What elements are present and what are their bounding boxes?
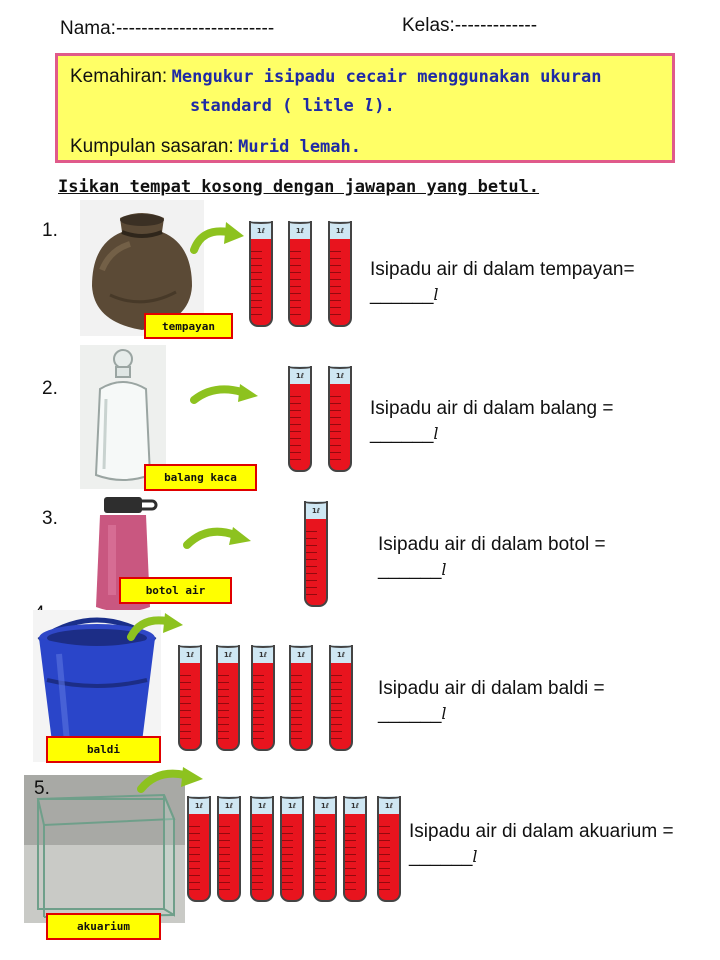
- question-5-number: 5.: [34, 778, 50, 799]
- litre-cylinder: [313, 796, 337, 902]
- litre-cylinder: [343, 796, 367, 902]
- arrow-icon: [137, 765, 207, 793]
- cylinder-label: 1ℓ: [296, 651, 306, 659]
- question-2-text: [370, 396, 613, 446]
- skill-value-line1: Mengukur isipadu cecair menggunakan ukuran: [171, 67, 602, 87]
- question-1-text: [370, 257, 635, 307]
- litre-cylinder: [178, 645, 202, 751]
- question-4-text: [378, 676, 605, 726]
- cylinder-label: 1ℓ: [287, 802, 297, 810]
- litre-unit: l: [441, 704, 447, 723]
- instruction-text: Isikan tempat kosong dengan jawapan yang betul.: [58, 177, 540, 197]
- caption-baldi: baldi: [46, 736, 161, 763]
- skill-value-line2: standard ( litle: [190, 96, 364, 116]
- question-3-text: [378, 532, 606, 582]
- question-3-prompt: Isipadu air di dalam botol =: [378, 534, 606, 555]
- cylinder-label: 1ℓ: [258, 651, 268, 659]
- cylinder-label: 1ℓ: [350, 802, 360, 810]
- caption-balang-kaca: balang kaca: [144, 464, 257, 491]
- arrow-icon: [183, 523, 253, 549]
- cylinder-label: 1ℓ: [335, 227, 345, 235]
- litre-cylinder: [304, 501, 328, 607]
- cylinder-label: 1ℓ: [256, 227, 266, 235]
- skill-line-2: [190, 96, 395, 116]
- answer-blank-2[interactable]: ______: [370, 423, 434, 444]
- question-4-prompt: Isipadu air di dalam baldi =: [378, 678, 605, 699]
- question-3-number: 3.: [42, 508, 58, 529]
- answer-blank-1[interactable]: ______: [370, 284, 434, 305]
- litre-cylinder: [289, 645, 313, 751]
- litre-cylinder: [329, 645, 353, 751]
- cylinder-label: 1ℓ: [257, 802, 267, 810]
- cylinder-label: 1ℓ: [384, 802, 394, 810]
- cylinder-label: 1ℓ: [295, 372, 305, 380]
- question-5-text: [409, 819, 674, 869]
- litre-cylinder: [249, 221, 273, 327]
- litre-cylinder: [216, 645, 240, 751]
- caption-botol-air: botol air: [119, 577, 232, 604]
- class-field-label: Kelas:-------------: [402, 15, 538, 36]
- litre-cylinder: [251, 645, 275, 751]
- cylinder-label: 1ℓ: [224, 802, 234, 810]
- litre-cylinder: [250, 796, 274, 902]
- cylinder-label: 1ℓ: [295, 227, 305, 235]
- target-label: Kumpulan sasaran:: [70, 136, 234, 157]
- target-line: [70, 136, 361, 158]
- litre-cylinder: [217, 796, 241, 902]
- skill-value-end: ).: [374, 96, 395, 116]
- skill-line-1: [70, 66, 602, 88]
- cylinder-label: 1ℓ: [194, 802, 204, 810]
- answer-blank-4[interactable]: ______: [378, 703, 442, 724]
- litre-cylinder: [280, 796, 304, 902]
- caption-tempayan: tempayan: [144, 313, 233, 339]
- answer-blank-5[interactable]: ______: [409, 846, 473, 867]
- cylinder-label: 1ℓ: [223, 651, 233, 659]
- litre-cylinder: [288, 366, 312, 472]
- litre-unit: l: [433, 424, 439, 443]
- skill-info-box: [55, 53, 675, 163]
- caption-akuarium: akuarium: [46, 913, 161, 940]
- cylinder-label: 1ℓ: [336, 651, 346, 659]
- arrow-icon: [127, 613, 185, 641]
- litre-unit: l: [472, 847, 478, 866]
- question-2-number: 2.: [42, 378, 58, 399]
- litre-cylinder: [328, 221, 352, 327]
- cylinder-label: 1ℓ: [185, 651, 195, 659]
- answer-blank-3[interactable]: ______: [378, 559, 442, 580]
- target-value: Murid lemah.: [238, 137, 361, 157]
- name-field-label: Nama:-------------------------: [60, 18, 275, 39]
- question-5-prompt: Isipadu air di dalam akuarium =: [409, 821, 674, 842]
- cylinder-label: 1ℓ: [311, 507, 321, 515]
- cylinder-label: 1ℓ: [335, 372, 345, 380]
- skill-value-unit: l: [364, 96, 375, 116]
- arrow-icon: [190, 222, 246, 256]
- question-1-number: 1.: [42, 220, 58, 241]
- litre-cylinder: [328, 366, 352, 472]
- litre-cylinder: [187, 796, 211, 902]
- litre-unit: l: [433, 285, 439, 304]
- skill-label: Kemahiran:: [70, 66, 168, 87]
- litre-cylinder: [288, 221, 312, 327]
- arrow-icon: [190, 382, 260, 404]
- question-1-prompt: Isipadu air di dalam tempayan=: [370, 259, 635, 280]
- litre-unit: l: [441, 560, 447, 579]
- cylinder-label: 1ℓ: [320, 802, 330, 810]
- question-2-prompt: Isipadu air di dalam balang =: [370, 398, 614, 419]
- litre-cylinder: [377, 796, 401, 902]
